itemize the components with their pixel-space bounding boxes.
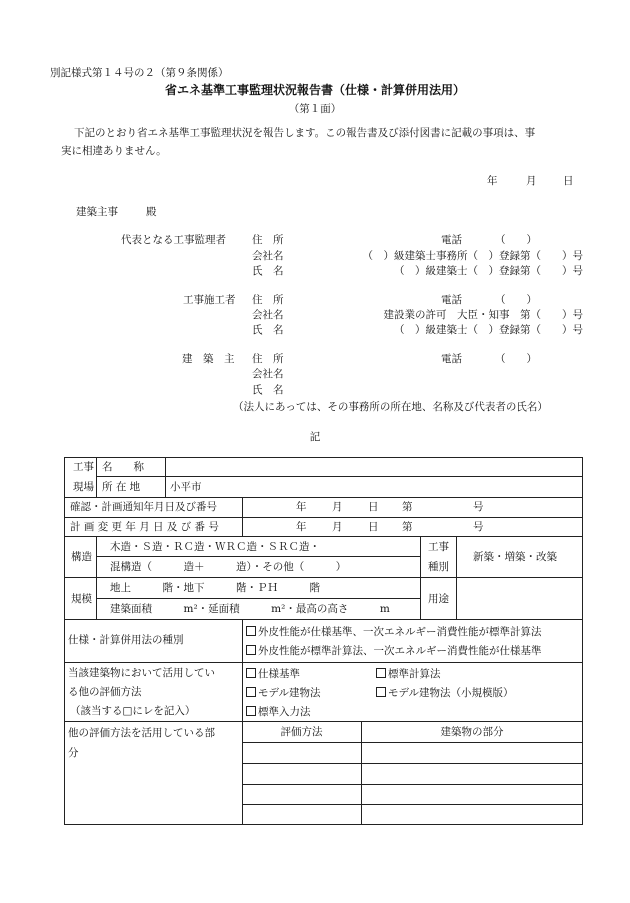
table-vline — [165, 457, 166, 497]
work-type-label-2: 種別 — [428, 561, 449, 573]
table-vline — [242, 619, 243, 825]
option-shiyou-text: 仕様基準 — [258, 668, 300, 680]
owner-phone-parens: （ ） — [495, 353, 537, 365]
other-label-3: （該当する□にレを記入） — [70, 705, 196, 717]
checkbox[interactable] — [246, 645, 256, 655]
structure-line-1: 木造・Ｓ造・ＲＣ造・ＷＲＣ造・ＳＲＣ造・ — [110, 541, 320, 553]
table-hline — [242, 784, 583, 785]
table-hline — [242, 804, 583, 805]
change-no: 第 — [402, 521, 413, 533]
table-vline — [96, 457, 97, 497]
table-vline — [96, 536, 97, 619]
owner-name-label: 氏 名 — [252, 384, 284, 396]
table-border-top — [64, 457, 583, 458]
table-border-right — [582, 457, 583, 825]
ki-marker: 記 — [309, 431, 321, 443]
confirm-month: 月 — [332, 501, 343, 513]
work-type-value: 新築・増築・改築 — [473, 551, 557, 563]
parts-label-2: 分 — [68, 747, 79, 759]
site-label-1: 工事 — [73, 461, 94, 473]
option-model-small — [376, 687, 513, 699]
checkbox[interactable] — [246, 687, 256, 697]
name-label: 名 称 — [102, 461, 144, 473]
confirm-go: 号 — [473, 501, 484, 513]
document-title: 省エネ基準工事監理状況報告書（仕様・計算併用法用） — [164, 83, 465, 97]
confirm-no: 第 — [402, 501, 413, 513]
form-number: 別記様式第１４号の２（第９条関係） — [50, 67, 229, 79]
contractor-company-label: 会社名 — [252, 309, 284, 321]
owner-company-label: 会社名 — [252, 368, 284, 380]
change-day: 日 — [368, 521, 379, 533]
supervisor-registration-text: （ ）級建築士（ ）登録第（ ）号 — [394, 265, 583, 277]
option-model-text: モデル建物法 — [258, 687, 321, 699]
contractor-registration-text: （ ）級建築士（ ）登録第（ ）号 — [394, 324, 583, 336]
checkbox[interactable] — [376, 687, 386, 697]
table-hline — [64, 497, 583, 498]
honorific: 殿 — [146, 206, 157, 218]
owner-address-label: 住 所 — [252, 353, 284, 365]
owner-phone-label: 電話 — [441, 353, 462, 365]
method-option-2-text: 外皮性能が標準計算法、一次エネルギー消費性能が仕様基準 — [258, 645, 542, 657]
confirm-label: 確認・計画通知年月日及び番号 — [70, 501, 217, 513]
scale-label: 規模 — [71, 593, 92, 605]
supervisor-phone-parens: （ ） — [495, 234, 537, 246]
option-hyoujun-input — [246, 706, 311, 718]
option-hyoujun — [376, 668, 441, 680]
change-label: 計 画 変 更 年 月 日 及 び 番 号 — [70, 521, 219, 533]
site-label-2: 現場 — [73, 481, 94, 493]
table-vline — [456, 536, 457, 619]
table-border-bottom — [64, 824, 583, 825]
table-hline — [242, 763, 583, 764]
addressee: 建築主事 — [76, 206, 118, 218]
contractor-phone-parens: （ ） — [495, 294, 537, 306]
confirm-day: 日 — [368, 501, 379, 513]
supervisor-address-label: 住 所 — [252, 234, 284, 246]
table-vline — [242, 497, 243, 536]
structure-line-2: 混構造（ 造＋ 造）・その他（ ） — [110, 561, 347, 573]
checkbox[interactable] — [246, 626, 256, 636]
contractor-name-label: 氏 名 — [252, 324, 284, 336]
location-label: 所 在 地 — [102, 481, 141, 493]
option-shiyou — [246, 668, 300, 680]
col-part-header: 建築物の部分 — [440, 726, 504, 738]
table-vline — [420, 536, 421, 619]
col-method-header: 評価方法 — [280, 726, 323, 738]
other-label-1: 当該建築物において活用してい — [68, 667, 215, 679]
change-year: 年 — [296, 521, 307, 533]
contractor-license-text: 建設業の許可 大臣・知事 第（ ）号 — [383, 309, 583, 321]
structure-label: 構造 — [71, 551, 92, 563]
supervisor-company-label: 会社名 — [252, 250, 284, 262]
contractor-phone-label: 電話 — [441, 294, 462, 306]
option-model-small-text: モデル建物法（小規模版） — [388, 687, 514, 699]
method-type-label: 仕様・計算併用法の種別 — [68, 634, 184, 646]
work-type-label-1: 工事 — [428, 541, 449, 553]
checkbox[interactable] — [246, 706, 256, 716]
table-hline — [96, 598, 420, 599]
scale-line-2: 建築面積 m²・延面積 m²・最高の高さ m — [110, 603, 390, 615]
table-hline — [96, 556, 420, 557]
date-year-label: 年 — [487, 175, 498, 187]
intro-line-2: 実に相違ありません。 — [61, 145, 167, 157]
owner-corp-note: （法人にあっては、その事務所の所在地、名称及び代表者の氏名） — [233, 401, 548, 413]
intro-line-1: 下記のとおり省エネ基準工事監理状況を報告します。この報告書及び添付図書に記載の事項は、事 — [74, 127, 536, 139]
owner-heading: 建 築 主 — [182, 353, 235, 365]
parts-label-1: 他の評価方法を活用している部 — [68, 727, 215, 739]
option-hyoujun-text: 標準計算法 — [388, 668, 441, 680]
option-hyoujun-input-text: 標準入力法 — [258, 706, 311, 718]
page-label: （第１面） — [288, 103, 342, 115]
date-month-label: 月 — [526, 175, 537, 187]
table-border-left — [64, 457, 65, 825]
confirm-year: 年 — [296, 501, 307, 513]
method-option-1-text: 外皮性能が仕様基準、一次エネルギー消費性能が標準計算法 — [258, 626, 542, 638]
table-hline — [242, 742, 583, 743]
checkbox[interactable] — [376, 668, 386, 678]
contractor-heading: 工事施工者 — [183, 294, 236, 306]
other-label-2: る他の評価方法 — [68, 686, 142, 698]
supervisor-heading: 代表となる工事監理者 — [121, 234, 226, 246]
change-go: 号 — [473, 521, 484, 533]
checkbox[interactable] — [246, 668, 256, 678]
date-day-label: 日 — [563, 175, 574, 187]
use-label: 用途 — [428, 593, 449, 605]
method-option-1 — [246, 626, 542, 638]
scale-line-1: 地上 階・地下 階・ＰＨ 階 — [110, 582, 320, 594]
table-hline — [64, 577, 583, 578]
table-hline — [64, 662, 583, 663]
supervisor-license-text: （ ）級建築士事務所（ ）登録第（ ）号 — [362, 250, 583, 262]
change-month: 月 — [332, 521, 343, 533]
location-value: 小平市 — [170, 481, 202, 493]
table-hline — [96, 476, 583, 477]
supervisor-name-label: 氏 名 — [252, 265, 284, 277]
contractor-address-label: 住 所 — [252, 294, 284, 306]
table-hline — [64, 721, 583, 722]
supervisor-phone-label: 電話 — [441, 234, 462, 246]
option-model — [246, 687, 320, 699]
table-hline — [64, 517, 583, 518]
report-table — [64, 457, 583, 825]
table-hline — [64, 619, 583, 620]
method-option-2 — [246, 645, 542, 657]
table-hline — [64, 536, 583, 537]
